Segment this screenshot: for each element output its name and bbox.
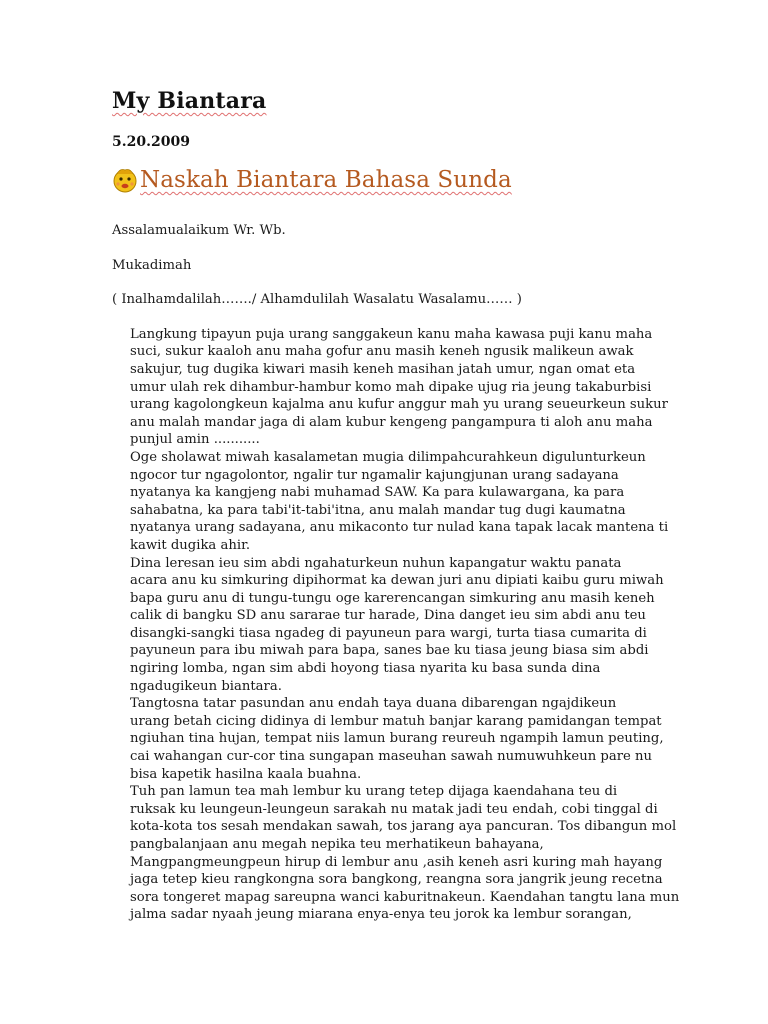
text-line: Tuh pan lamun tea mah lembur ku urang tetep dijaga kaendahana teu di (130, 784, 618, 800)
text-line: urang kagolongkeun kajalma anu kufur anggur mah yu urang seueurkeun sukur (130, 397, 668, 413)
text-line: urang betah cicing didinya di lembur matuh banjar karang pamidangan tempat (130, 713, 662, 729)
greeting: Assalamualaikum Wr. Wb. (112, 223, 286, 238)
text-line: bapa guru anu di tungu-tungu oge karerencangan simkuring anu masih keneh (130, 590, 655, 606)
text-line: nyatanya urang sadayana, anu mikaconto tur nulad kana tapak lacak mantena ti (130, 520, 669, 536)
text-line: calik di bangku SD anu sararae tur harade, Dina danget ieu sim abdi anu teu (130, 608, 646, 624)
paragraph (112, 326, 668, 449)
text-line: ngiring lomba, ngan sim abdi hoyong tiasa nyarita ku basa sunda dina (130, 661, 601, 677)
text-line: ruksak ku leungeun-leungeun sarakah nu matak jadi teu endah, cobi tinggal di (130, 801, 658, 817)
text-line: anu malah mandar jaga di alam kubur kengeng pangampura ti aloh anu maha (130, 414, 653, 430)
text-line: Oge sholawat miwah kasalametan mugia dilimpahcurahkeun digulunturkeun (130, 449, 646, 465)
text-line: jaga tetep kieu rangkongna sora bangkong, reangna sora jangrik jeung recetna (130, 872, 663, 888)
text-line: Dina leresan ieu sim abdi ngahaturkeun nuhun kapangatur waktu panata (130, 555, 622, 571)
paragraph (112, 695, 664, 783)
text-line: punjul amin ........... (130, 432, 260, 448)
text-line: suci, sukur kaaloh anu maha gofur anu masih keneh ngusik malikeun awak (130, 344, 634, 360)
text-line: kawit dugika ahir. (130, 537, 251, 553)
section-heading: Mukadimah (112, 257, 192, 273)
paragraph (112, 449, 669, 555)
text-line: cai wahangan cur-cor tina sungapan maseuhan sawah numuwuhkeun pare nu (130, 749, 652, 765)
text-line: Tangtosna tatar pasundan anu endah taya duana dibarengan ngajdikeun (130, 696, 617, 712)
text-line: sora tongeret mapag sareupna wanci kaburitnakeun. Kaendahan tangtu lana mun (130, 889, 680, 905)
text-line: ngiuhan tina hujan, tempat niis lamun burang reureuh ngampih lamun peuting, (130, 731, 664, 747)
text-line: bisa kapetik hasilna kaala buahna. (130, 766, 362, 782)
text-line: payuneun para ibu miwah para bapa, sanes bae ku tiasa jeung biasa sim abdi (130, 643, 649, 659)
blog-title: My Biantara (112, 88, 267, 114)
text-line: sakujur, tug dugika kiwari masih keneh masihan jatah umur, ngan omat eta (130, 361, 636, 377)
paragraph (112, 555, 664, 696)
text-line: nyatanya ka kangjeng nabi muhamad SAW. Ka para kulawargana, ka para (130, 485, 625, 501)
text-line: kota-kota tos sesah mendakan sawah, tos jarang aya pancuran. Tos dibangun mol (130, 819, 677, 835)
text-line: sahabatna, ka para tabi'it-tabi'itna, anu malah mandar tug dugi kaumatna (130, 502, 626, 518)
post-body (112, 222, 680, 924)
post-title-row (112, 166, 512, 194)
text-line: pangbalanjaan anu megah nepika teu merhatikeun bahayana, (130, 837, 544, 852)
text-line: disangki-sangki tiasa ngadeg di payuneun para wargi, turta tiasa cumarita di (130, 625, 647, 641)
text-line: ngadugikeun biantara. (130, 678, 282, 694)
post-title: Naskah Biantara Bahasa Sunda (140, 167, 512, 193)
post-date: 5.20.2009 (112, 134, 190, 150)
text-line: ngocor tur ngagolontor, ngalir tur ngamalir kajungjunan urang sadayana (130, 467, 619, 483)
paragraph (112, 783, 680, 924)
text-line: jalma sadar nyaah jeung miarana enya-enya teu jorok ka lembur sorangan, (130, 907, 632, 923)
text-line: acara anu ku simkuring dipihormat ka dewan juri anu dipiati kaibu guru miwah (130, 573, 664, 589)
smiley-emoticon-icon (112, 166, 138, 194)
text-line: Langkung tipayun puja urang sanggakeun kanu maha kawasa puji kanu maha (130, 326, 653, 342)
text-line: umur ulah rek dihambur-hambur komo mah dipake ujug ria jeung takaburbisi (130, 379, 652, 395)
opening-line: ( Inalhamdalilah……./ Alhamdulilah Wasalatu Wasalamu…… ) (112, 292, 522, 308)
text-line: Mangpangmeungpeun hirup di lembur anu ,asih keneh asri kuring mah hayang (130, 854, 663, 870)
